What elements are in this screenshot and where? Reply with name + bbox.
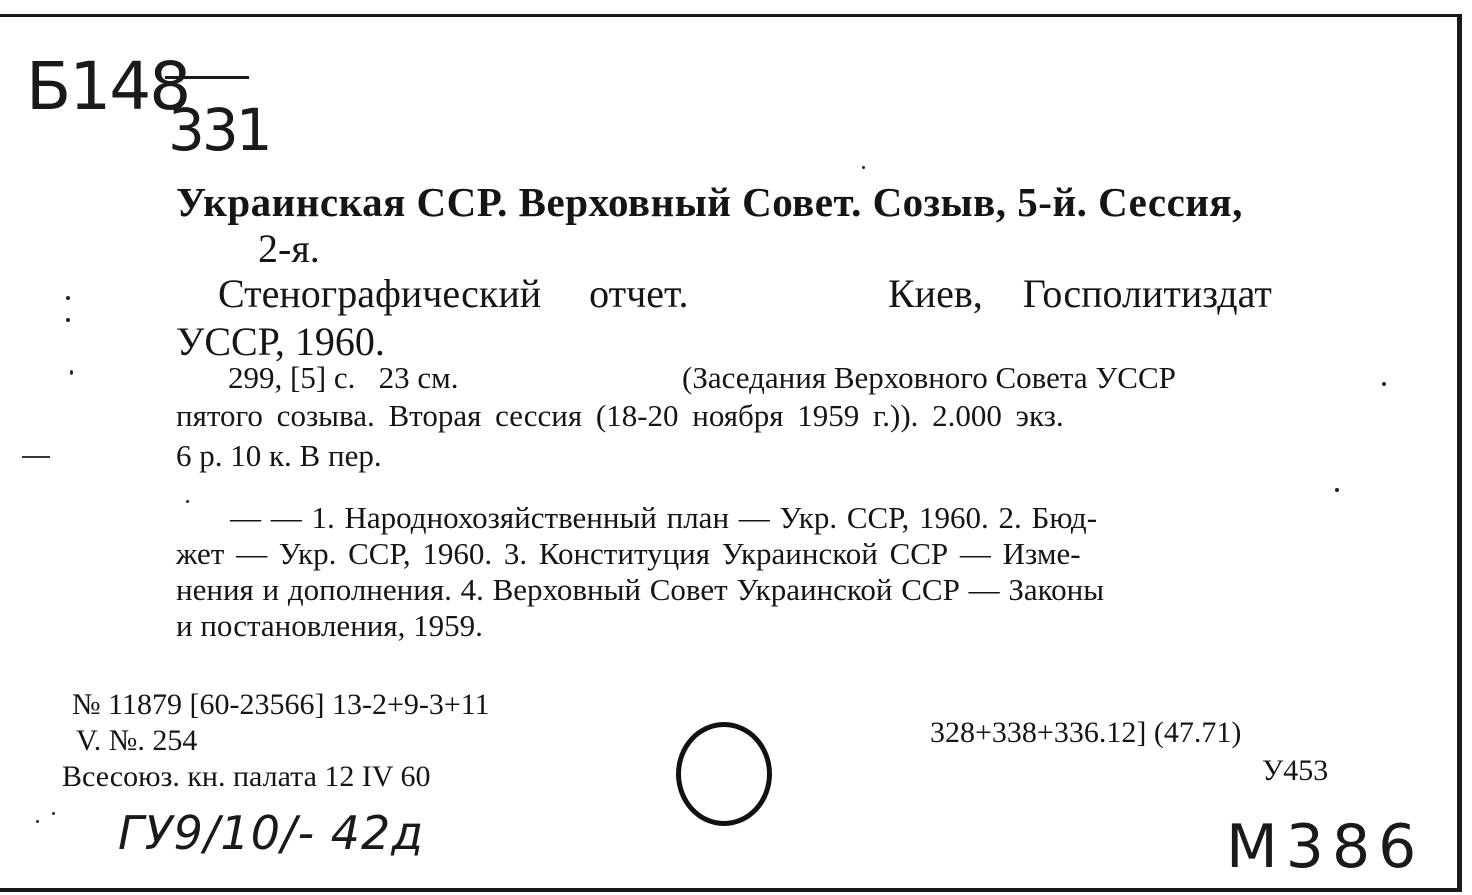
subjects-line-2: жет — Укр. ССР, 1960. 3. Конституция Украинской ССР — Изме- [176,536,1081,571]
description-line-2: пятого созыва. Вторая сессия (18-20 ноября 1959 г.)). 2.000 экз. [176,398,1064,433]
title-right: Киев, Госполитиздат [888,271,1272,316]
subjects-line-4: и постановления, 1959. [176,608,483,643]
title-line-2: УССР, 1960. [176,319,385,364]
scan-speck [66,318,70,322]
scan-speck [70,370,73,375]
margin-dash-mark [22,456,50,458]
scan-speck [52,812,55,815]
scan-speck [862,166,865,169]
circle-mark [676,722,772,826]
scan-speck [36,820,39,823]
description-line-3: 6 р. 10 к. В пер. [176,438,382,473]
subjects-line-3: нения и дополнения. 4. Верховный Совет Украинской ССР — Законы [176,572,1105,607]
heading-line-1: Украинская ССР. Верховный Совет. Созыв, 5-й. Сессия, [176,179,1243,225]
footer-index-code: У453 [1262,754,1329,787]
footer-chamber-line: Всесоюз. кн. палата 12 IV 60 [62,760,431,793]
heading-line-2: 2-я. [258,226,320,271]
handwritten-note-right: М386 [1226,812,1425,882]
scan-speck [1382,382,1386,386]
call-number-denominator: 331 [168,96,270,164]
scan-speck [66,296,70,300]
footer-accession-line: № 11879 [60-23566] 13-2+9-3+11 [72,688,490,721]
call-number-numerator: Б148 [26,48,190,125]
call-number-fraction-line [165,76,249,79]
footer-classification-line: 328+338+336.12] (47.71) [930,716,1242,749]
title-left: Стенографический отчет. [218,271,689,316]
footer-volume-line: V. №. 254 [76,724,198,757]
description-left: 299, [5] с. 23 см. [228,360,459,395]
description-right: (Заседания Верховного Совета УССР [682,360,1176,395]
handwritten-note-left: ГУ9/10/- 42д [118,806,425,860]
scan-speck [1335,488,1339,492]
subjects-line-1: — — 1. Народнохозяйственный план — Укр. ССР, 1960. 2. Бюд- [230,500,1098,535]
scan-speck [186,500,189,503]
